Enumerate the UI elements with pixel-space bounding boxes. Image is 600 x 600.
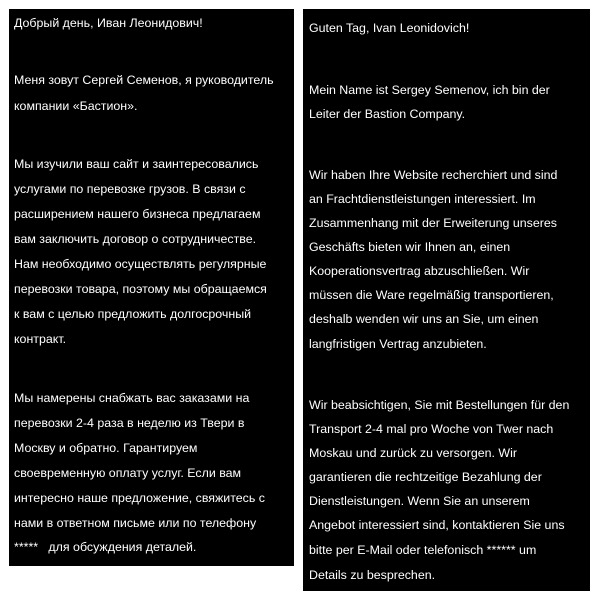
de-p2-line-5: Kooperationsvertrag abzuschließen. Wir (309, 264, 530, 278)
german-letter-panel (303, 9, 590, 591)
ru-p1-line-2: компании «Бастион». (14, 99, 138, 113)
ru-p3-line-2: перевозки 2-4 раза в неделю из Твери в (14, 416, 245, 430)
ru-p2-line-5: Нам необходимо осуществлять регулярные (14, 257, 267, 271)
ru-p2-line-2: услугами по перевозке грузов. В связи с (14, 182, 246, 196)
ru-p3-line-5: интересно наше предложение, свяжитесь с (14, 491, 265, 505)
ru-p3-line-6: нами в ответном письме или по телефону (14, 516, 257, 530)
ru-p3-line-7: ***** для обсуждения деталей. (14, 540, 197, 554)
ru-p2-line-8: контракт. (14, 332, 67, 346)
de-p3-line-4: garantieren die rechtzeitige Bezahlung der (309, 470, 542, 484)
ru-p2-line-7: к вам с целью предложить долгосрочный (14, 307, 252, 321)
ru-p3-line-4: своевременную оплату услуг. Если вам (14, 466, 242, 480)
de-p1-line-1: Mein Name ist Sergey Semenov, ich bin der (309, 83, 550, 97)
de-p3-line-2: Transport 2-4 mal pro Woche von Twer nach (309, 422, 554, 436)
de-p3-line-8: Details zu besprechen. (309, 568, 436, 582)
ru-p2-line-6: перевозки товара, поэтому мы обращаемся (14, 282, 267, 296)
de-p2-line-3: Zusammenhang mit der Erweiterung unseres (309, 216, 557, 230)
russian-letter-panel (9, 9, 294, 566)
de-p2-line-7: deshalb wenden wir uns an Sie, um einen (309, 312, 539, 326)
de-p3-line-7: bitte per E-Mail oder telefonisch ****** um (309, 543, 537, 557)
de-p3-line-3: Moskau und zurück zu versorgen. Wir (309, 446, 517, 460)
de-p1-line-2: Leiter der Bastion Company. (309, 107, 466, 121)
ru-p3-line-1: Мы намерены снабжать вас заказами на (14, 391, 250, 405)
greeting-de: Guten Tag, Ivan Leonidovich! (309, 21, 470, 35)
ru-p2-line-4: вам заключить договор о сотрудничестве. (14, 232, 257, 246)
de-p2-line-2: an Frachtdienstleistungen interessiert. Im (309, 192, 536, 206)
de-p3-line-6: Angebot interessiert sind, kontaktieren Sie uns (309, 518, 565, 532)
ru-p2-line-1: Мы изучили ваш сайт и заинтересовались (14, 157, 259, 171)
de-p3-line-5: Dienstleistungen. Wenn Sie an unserem (309, 494, 530, 508)
ru-p3-line-3: Москву и обратно. Гарантируем (14, 441, 198, 455)
de-p3-line-1: Wir beabsichtigen, Sie mit Bestellungen für den (309, 398, 570, 412)
ru-p2-line-3: расширением нашего бизнеса предлагаем (14, 207, 261, 221)
de-p2-line-8: langfristigen Vertrag anzubieten. (309, 337, 487, 351)
de-p2-line-1: Wir haben Ihre Website recherchiert und sind (309, 168, 558, 182)
de-p2-line-6: müssen die Ware regelmäßig transportieren, (309, 288, 554, 302)
greeting-ru: Добрый день, Иван Леонидович! (14, 16, 203, 30)
ru-p1-line-1: Меня зовут Сергей Семенов, я руководитель (14, 73, 274, 87)
de-p2-line-4: Geschäfts bieten wir Ihnen an, einen (309, 240, 511, 254)
